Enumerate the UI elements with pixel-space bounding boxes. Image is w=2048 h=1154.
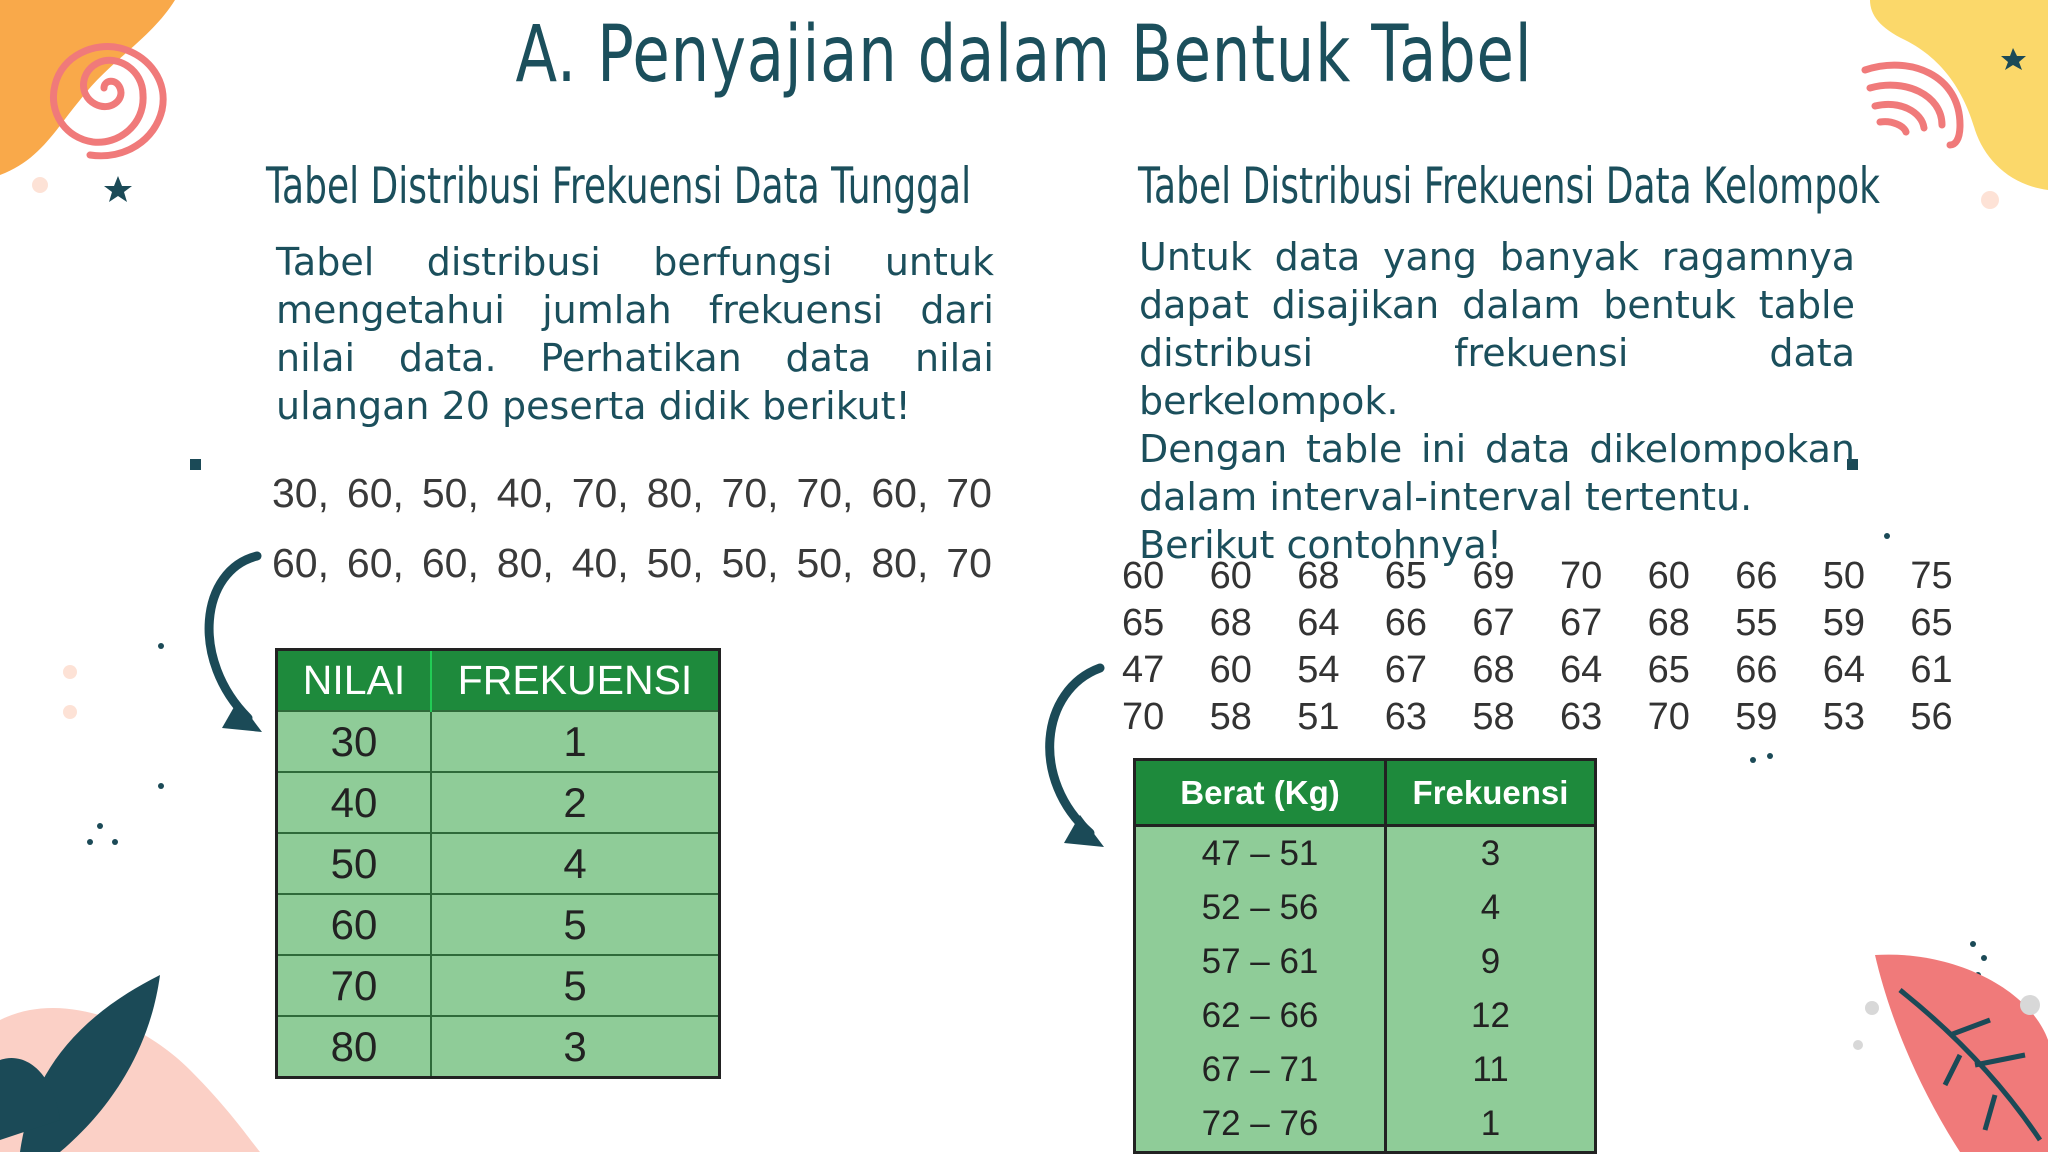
- dot-icon: [87, 839, 93, 845]
- table-cell: 4: [1386, 881, 1596, 935]
- frequency-table-grouped: [1133, 758, 1597, 1154]
- table-cell: 5: [431, 955, 720, 1016]
- table-cell: 4: [431, 833, 720, 894]
- table-cell: 47 – 51: [1135, 826, 1386, 882]
- data-value: 47: [1122, 649, 1165, 691]
- table-row: [1135, 935, 1596, 989]
- data-value: 65: [1122, 602, 1165, 644]
- table-row: [1135, 1097, 1596, 1153]
- yellow-blob-top-right: [1870, 0, 2048, 190]
- table-row: [277, 833, 720, 894]
- data-value: 61: [1910, 649, 1953, 691]
- data-value: 53: [1822, 696, 1866, 738]
- dot-icon: [112, 839, 118, 845]
- data-value: 50: [1822, 555, 1866, 597]
- data-value: 68: [1297, 555, 1340, 597]
- dot-icon: [97, 823, 103, 829]
- data-value: 50,: [421, 470, 479, 516]
- data-value: 59: [1735, 696, 1778, 738]
- table-row: [1135, 989, 1596, 1043]
- table-cell: 62 – 66: [1135, 989, 1386, 1043]
- data-value: 60,: [272, 540, 329, 586]
- data-value: 60: [1209, 649, 1252, 691]
- data-value: 60: [1209, 555, 1252, 597]
- table-cell: 5: [431, 894, 720, 955]
- table-cell: 11: [1386, 1043, 1596, 1097]
- dot-icon: [190, 459, 201, 470]
- data-row-1: [272, 470, 992, 517]
- rainbow-icon: [1865, 65, 1960, 145]
- data-value: 70: [1559, 555, 1603, 597]
- data-value: 70,: [796, 470, 854, 516]
- dot-icon: [63, 705, 77, 719]
- table-row: [277, 1016, 720, 1078]
- table-cell: 80: [277, 1016, 432, 1078]
- data-value: 70: [1122, 696, 1165, 738]
- data-value: 50,: [646, 540, 704, 586]
- data-row-2: [272, 540, 992, 587]
- arrow-head-icon: [1064, 815, 1104, 847]
- page-title: A. Penyajian dalam Bentuk Tabel: [515, 10, 1533, 100]
- data-value: 80,: [496, 540, 554, 586]
- table-row: [277, 955, 720, 1016]
- table-cell: 50: [277, 833, 432, 894]
- data-value: 60,: [346, 540, 404, 586]
- data-value: 66: [1735, 555, 1778, 597]
- table-cell: 2: [431, 772, 720, 833]
- table-cell: 3: [431, 1016, 720, 1078]
- curved-arrow-icon: [209, 556, 257, 718]
- data-value: 68: [1647, 602, 1690, 644]
- table-cell: 1: [431, 711, 720, 772]
- data-value: 64: [1822, 649, 1866, 691]
- dot-icon: [2020, 995, 2040, 1015]
- table-header-row: [277, 650, 720, 712]
- data-value: 66: [1384, 602, 1428, 644]
- data-value: 67: [1559, 602, 1603, 644]
- data-value: 63: [1559, 696, 1603, 738]
- right-paragraph-line: Berikut contohnya!: [1139, 523, 1503, 567]
- table-cell: 1: [1386, 1097, 1596, 1153]
- right-paragraph-line: Untuk data yang banyak ragamnya dapat disajikan dalam bentuk table distribusi frekuensi data berkelompok.: [1139, 235, 1855, 423]
- data-value: 59: [1822, 602, 1866, 644]
- dot-icon: [1970, 941, 1976, 947]
- dot-icon: [1767, 753, 1773, 759]
- data-value: 80,: [646, 470, 704, 516]
- data-value: 60: [1647, 555, 1690, 597]
- right-paragraph: [1139, 233, 1855, 569]
- left-paragraph: [276, 238, 994, 430]
- table-cell: 9: [1386, 935, 1596, 989]
- data-value: 64: [1559, 649, 1603, 691]
- table-header-row: [1135, 760, 1596, 826]
- data-value: 40,: [496, 470, 554, 516]
- table-cell: 72 – 76: [1135, 1097, 1386, 1153]
- data-value: 40,: [571, 540, 629, 586]
- right-heading: Tabel Distribusi Frekuensi Data Kelompok: [1138, 157, 1880, 215]
- table-cell: 12: [1386, 989, 1596, 1043]
- data-value: 60,: [421, 540, 479, 586]
- data-value: 50,: [721, 540, 779, 586]
- data-value: 67: [1384, 649, 1428, 691]
- left-paragraph-text: Tabel distribusi berfungsi untuk mengetahui jumlah frekuensi dari nilai data. Perhatikan data nilai ulangan 20 peserta didik berikut!: [276, 240, 994, 428]
- column-header: Frekuensi: [1386, 760, 1596, 826]
- data-value: 70: [946, 540, 992, 586]
- dot-icon: [1981, 955, 1987, 961]
- column-header: NILAI: [277, 650, 432, 712]
- data-value: 58: [1209, 696, 1252, 738]
- column-header: Berat (Kg): [1135, 760, 1386, 826]
- data-value: 68: [1472, 649, 1515, 691]
- data-value: 70,: [721, 470, 779, 516]
- table-cell: 60: [277, 894, 432, 955]
- data-value: 30,: [272, 470, 329, 516]
- dot-icon: [1981, 191, 1999, 209]
- star-icon: [104, 176, 132, 202]
- data-value: 54: [1297, 649, 1340, 691]
- data-value: 63: [1384, 696, 1428, 738]
- data-value: 60: [1122, 555, 1165, 597]
- table-row: [1135, 881, 1596, 935]
- table-row: [277, 894, 720, 955]
- curved-arrow-icon: [1050, 668, 1100, 833]
- data-value: 65: [1910, 602, 1953, 644]
- grouped-data-grid: [1122, 553, 1998, 741]
- data-value: 69: [1472, 555, 1515, 597]
- data-value: 55: [1735, 602, 1778, 644]
- dot-icon: [1853, 1040, 1863, 1050]
- dot-icon: [1865, 1001, 1879, 1015]
- dot-icon: [158, 643, 164, 649]
- data-value: 66: [1735, 649, 1778, 691]
- data-value: 56: [1910, 696, 1953, 738]
- table-cell: 40: [277, 772, 432, 833]
- orange-blob-top-left: [0, 0, 175, 175]
- data-value: 60,: [346, 470, 404, 516]
- left-heading: Tabel Distribusi Frekuensi Data Tunggal: [266, 157, 972, 215]
- data-value: 67: [1472, 602, 1515, 644]
- data-value: 58: [1472, 696, 1515, 738]
- table-row: [1135, 826, 1596, 882]
- table-cell: 57 – 61: [1135, 935, 1386, 989]
- data-value: 70: [1647, 696, 1690, 738]
- data-value: 50,: [796, 540, 854, 586]
- data-value: 75: [1910, 555, 1953, 597]
- table-row: [277, 711, 720, 772]
- table-cell: 70: [277, 955, 432, 1016]
- table-cell: 52 – 56: [1135, 881, 1386, 935]
- data-value: 70: [946, 470, 992, 516]
- table-row: [1135, 1043, 1596, 1097]
- data-value: 68: [1209, 602, 1252, 644]
- table-cell: 67 – 71: [1135, 1043, 1386, 1097]
- table-cell: 3: [1386, 826, 1596, 882]
- dot-icon: [1884, 533, 1890, 539]
- data-value: 70,: [571, 470, 629, 516]
- data-value: 65: [1384, 555, 1428, 597]
- dot-icon: [32, 177, 48, 193]
- data-value: 64: [1297, 602, 1340, 644]
- column-header: FREKUENSI: [431, 650, 720, 712]
- table-row: [277, 772, 720, 833]
- table-cell: 30: [277, 711, 432, 772]
- dot-icon: [63, 665, 77, 679]
- right-paragraph-line: Dengan table ini data dikelompokan dalam interval-interval tertentu.: [1139, 427, 1855, 519]
- dot-icon: [1750, 757, 1756, 763]
- data-value: 65: [1647, 649, 1690, 691]
- data-value: 51: [1297, 696, 1340, 738]
- data-value: 60,: [871, 470, 929, 516]
- dot-icon: [158, 783, 164, 789]
- data-value: 80,: [871, 540, 929, 586]
- frequency-table-single: [275, 648, 721, 1079]
